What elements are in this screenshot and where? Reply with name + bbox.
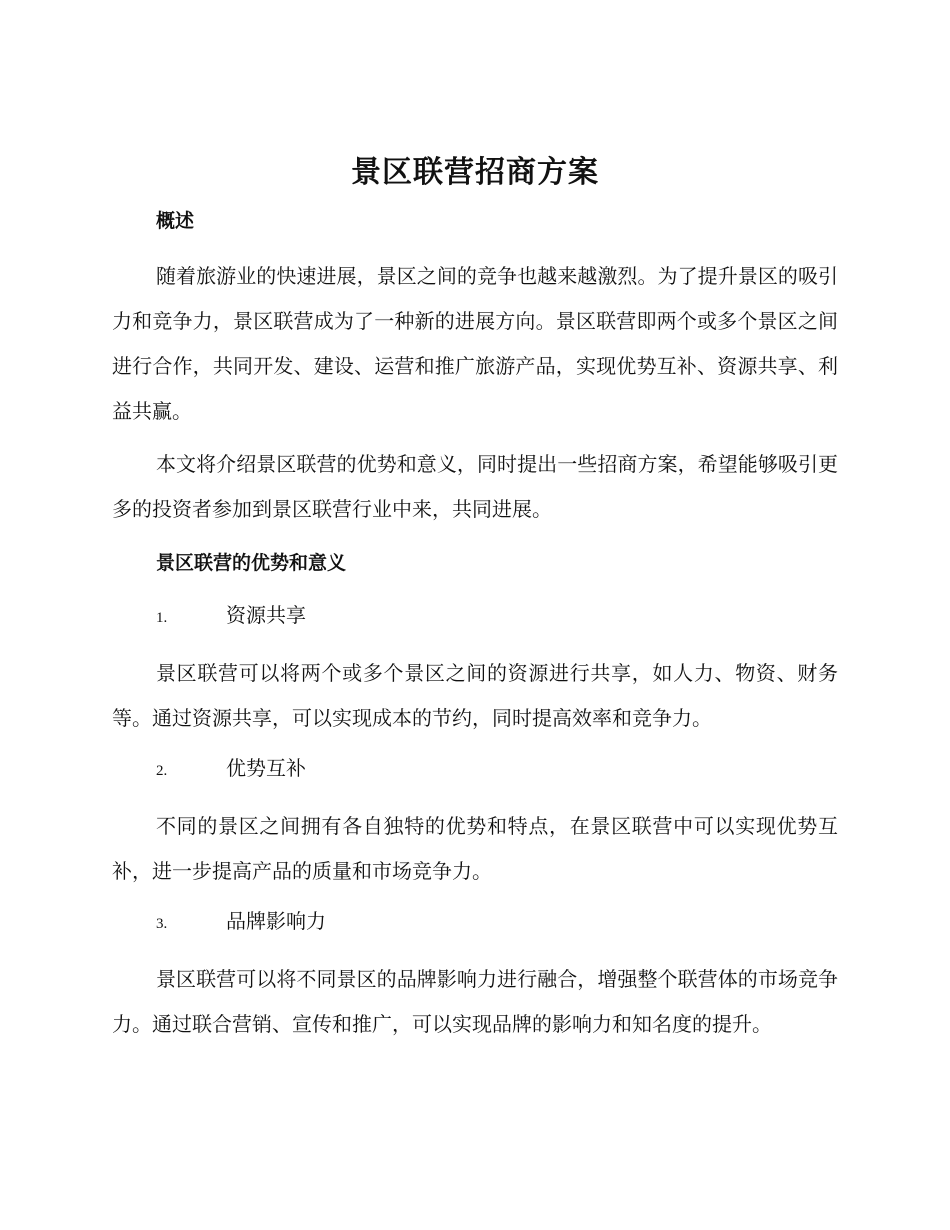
- numbered-item: [112, 902, 838, 943]
- section-heading-advantages: 景区联营的优势和意义: [156, 552, 347, 574]
- section-heading-overview: 概述: [156, 210, 195, 232]
- item-number: 1.: [156, 610, 168, 626]
- numbered-item: [112, 749, 838, 790]
- numbered-item: [112, 596, 838, 637]
- paragraph: 不同的景区之间拥有各自独特的优势和特点，在景区联营中可以实现优势互补，进一步提高产品的质量和市场竞争力。: [112, 814, 838, 883]
- document-title: 景区联营招商方案: [351, 155, 599, 190]
- item-label: 资源共享: [226, 603, 306, 627]
- item-number: 3.: [156, 916, 168, 932]
- item-label: 品牌影响力: [226, 909, 326, 933]
- item-number: 2.: [156, 763, 168, 779]
- paragraph: 景区联营可以将不同景区的品牌影响力进行融合，增强整个联营体的市场竞争力。通过联合营销、宣传和推广，可以实现品牌的影响力和知名度的提升。: [112, 967, 838, 1036]
- paragraph: 景区联营可以将两个或多个景区之间的资源进行共享，如人力、物资、财务等。通过资源共享，可以实现成本的节约，同时提高效率和竞争力。: [112, 661, 838, 730]
- section-overview: [112, 204, 838, 532]
- section-advantages: [112, 546, 838, 1047]
- paragraph: 随着旅游业的快速进展，景区之间的竞争也越来越激烈。为了提升景区的吸引力和竞争力，景区联营成为了一种新的进展方向。景区联营即两个或多个景区之间进行合作，共同开发、建设、运营和推广旅游产品，实现优势互补、资源共享、利益共赢。: [112, 264, 838, 423]
- item-label: 优势互补: [226, 756, 306, 780]
- paragraph: 本文将介绍景区联营的优势和意义，同时提出一些招商方案，希望能够吸引更多的投资者参加到景区联营行业中来，共同进展。: [112, 452, 838, 521]
